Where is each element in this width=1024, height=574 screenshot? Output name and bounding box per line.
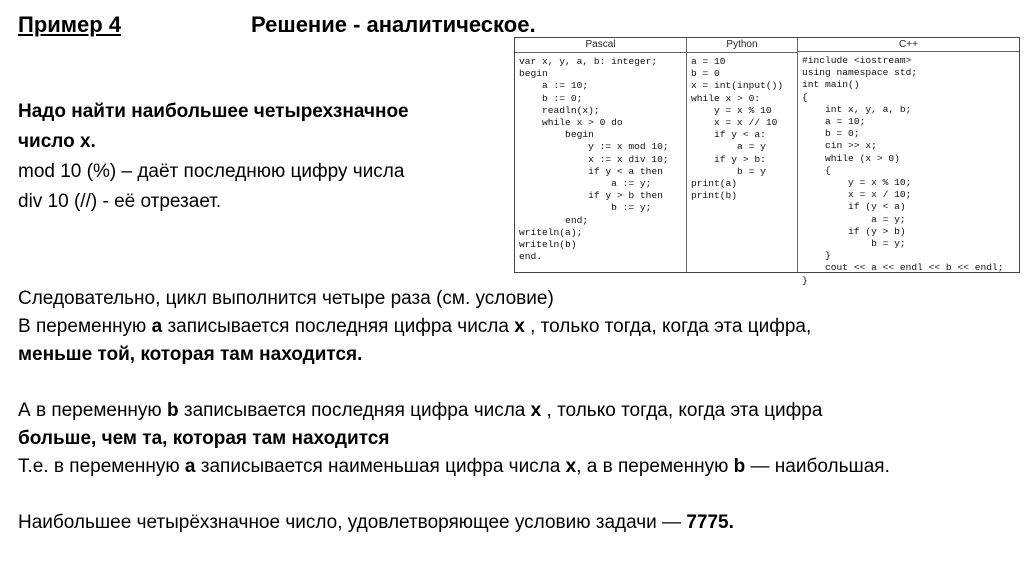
task-line-2: число x. bbox=[18, 131, 96, 152]
python-header: Python bbox=[687, 38, 797, 53]
text-span: записывается наименьшая цифра числа bbox=[195, 456, 566, 477]
pascal-header: Pascal bbox=[515, 38, 686, 53]
var-x: x bbox=[565, 456, 577, 477]
text-span: Наибольшее четырёхзначное число, удовлетворяющее условию задачи — bbox=[18, 512, 687, 533]
var-x: x bbox=[530, 400, 542, 421]
text-span: , а в переменную bbox=[576, 456, 734, 477]
code-table bbox=[514, 37, 1020, 286]
mod-explanation: mod 10 (%) – даёт последнюю цифру числа bbox=[18, 161, 405, 182]
var-a: a bbox=[184, 456, 196, 477]
task-line-1: Надо найти наибольшее четырехзначное bbox=[18, 101, 409, 122]
cpp-header: C++ bbox=[798, 38, 1019, 52]
text-span: А в переменную bbox=[18, 400, 167, 421]
paragraph-b-condition: больше, чем та, которая там находится bbox=[18, 428, 390, 449]
answer-value: 7775. bbox=[686, 512, 734, 533]
paragraph-loop: Следовательно, цикл выполнится четыре раза (см. условие) bbox=[18, 288, 554, 309]
text-span: Т.е. в переменную bbox=[18, 456, 185, 477]
pascal-code: var x, y, a, b: integer; begin a := 10; b := 0; readln(x); while x > 0 do begin y := x mod 10; x := x div 10; if y < a then a := y; if y > b then b := y; end; writeln(a); writeln(b) end. bbox=[519, 56, 669, 263]
paragraph-summary bbox=[18, 453, 1018, 481]
cpp-code: #include <iostream> using namespace std; int main() { int x, y, a, b; a = 10; b = 0; cin >> x; while (x > 0) { y = x % 10; x = x / 10; if (y < a) a = y; if (y > b) b = y; } cout << a << endl << b << endl; } bbox=[802, 55, 1004, 286]
blank-line bbox=[18, 369, 1018, 397]
text-span: , только тогда, когда эта цифра, bbox=[524, 316, 812, 337]
text-span: — наибольшая. bbox=[745, 456, 890, 477]
blank-line bbox=[18, 481, 1018, 509]
var-b: b bbox=[733, 456, 746, 477]
text-span: записывается последняя цифра числа bbox=[162, 316, 515, 337]
var-a: a bbox=[151, 316, 163, 337]
python-code: a = 10 b = 0 x = int(input()) while x > 0: y = x % 10 x = x // 10 if y < a: a = y if y > b: b = y print(a) print(b) bbox=[691, 56, 784, 202]
paragraph-b bbox=[18, 397, 1018, 425]
task-description bbox=[18, 97, 498, 217]
cpp-column bbox=[798, 38, 1019, 286]
paragraph-a-condition: меньше той, которая там находится. bbox=[18, 344, 363, 365]
div-explanation: div 10 (//) - её отрезает. bbox=[18, 191, 222, 212]
var-b: b bbox=[166, 400, 179, 421]
python-column bbox=[687, 38, 798, 272]
paragraph-a bbox=[18, 313, 1018, 341]
solution-title: Решение - аналитическое. bbox=[251, 12, 536, 37]
text-span: , только тогда, когда эта цифра bbox=[541, 400, 823, 421]
solution-text bbox=[18, 285, 1018, 537]
text-span: записывается последняя цифра числа bbox=[178, 400, 531, 421]
paragraph-answer bbox=[18, 509, 1018, 537]
var-x: x bbox=[514, 316, 525, 337]
text-span: В переменную bbox=[18, 316, 152, 337]
example-title: Пример 4 bbox=[18, 12, 122, 37]
pascal-column bbox=[515, 38, 687, 272]
